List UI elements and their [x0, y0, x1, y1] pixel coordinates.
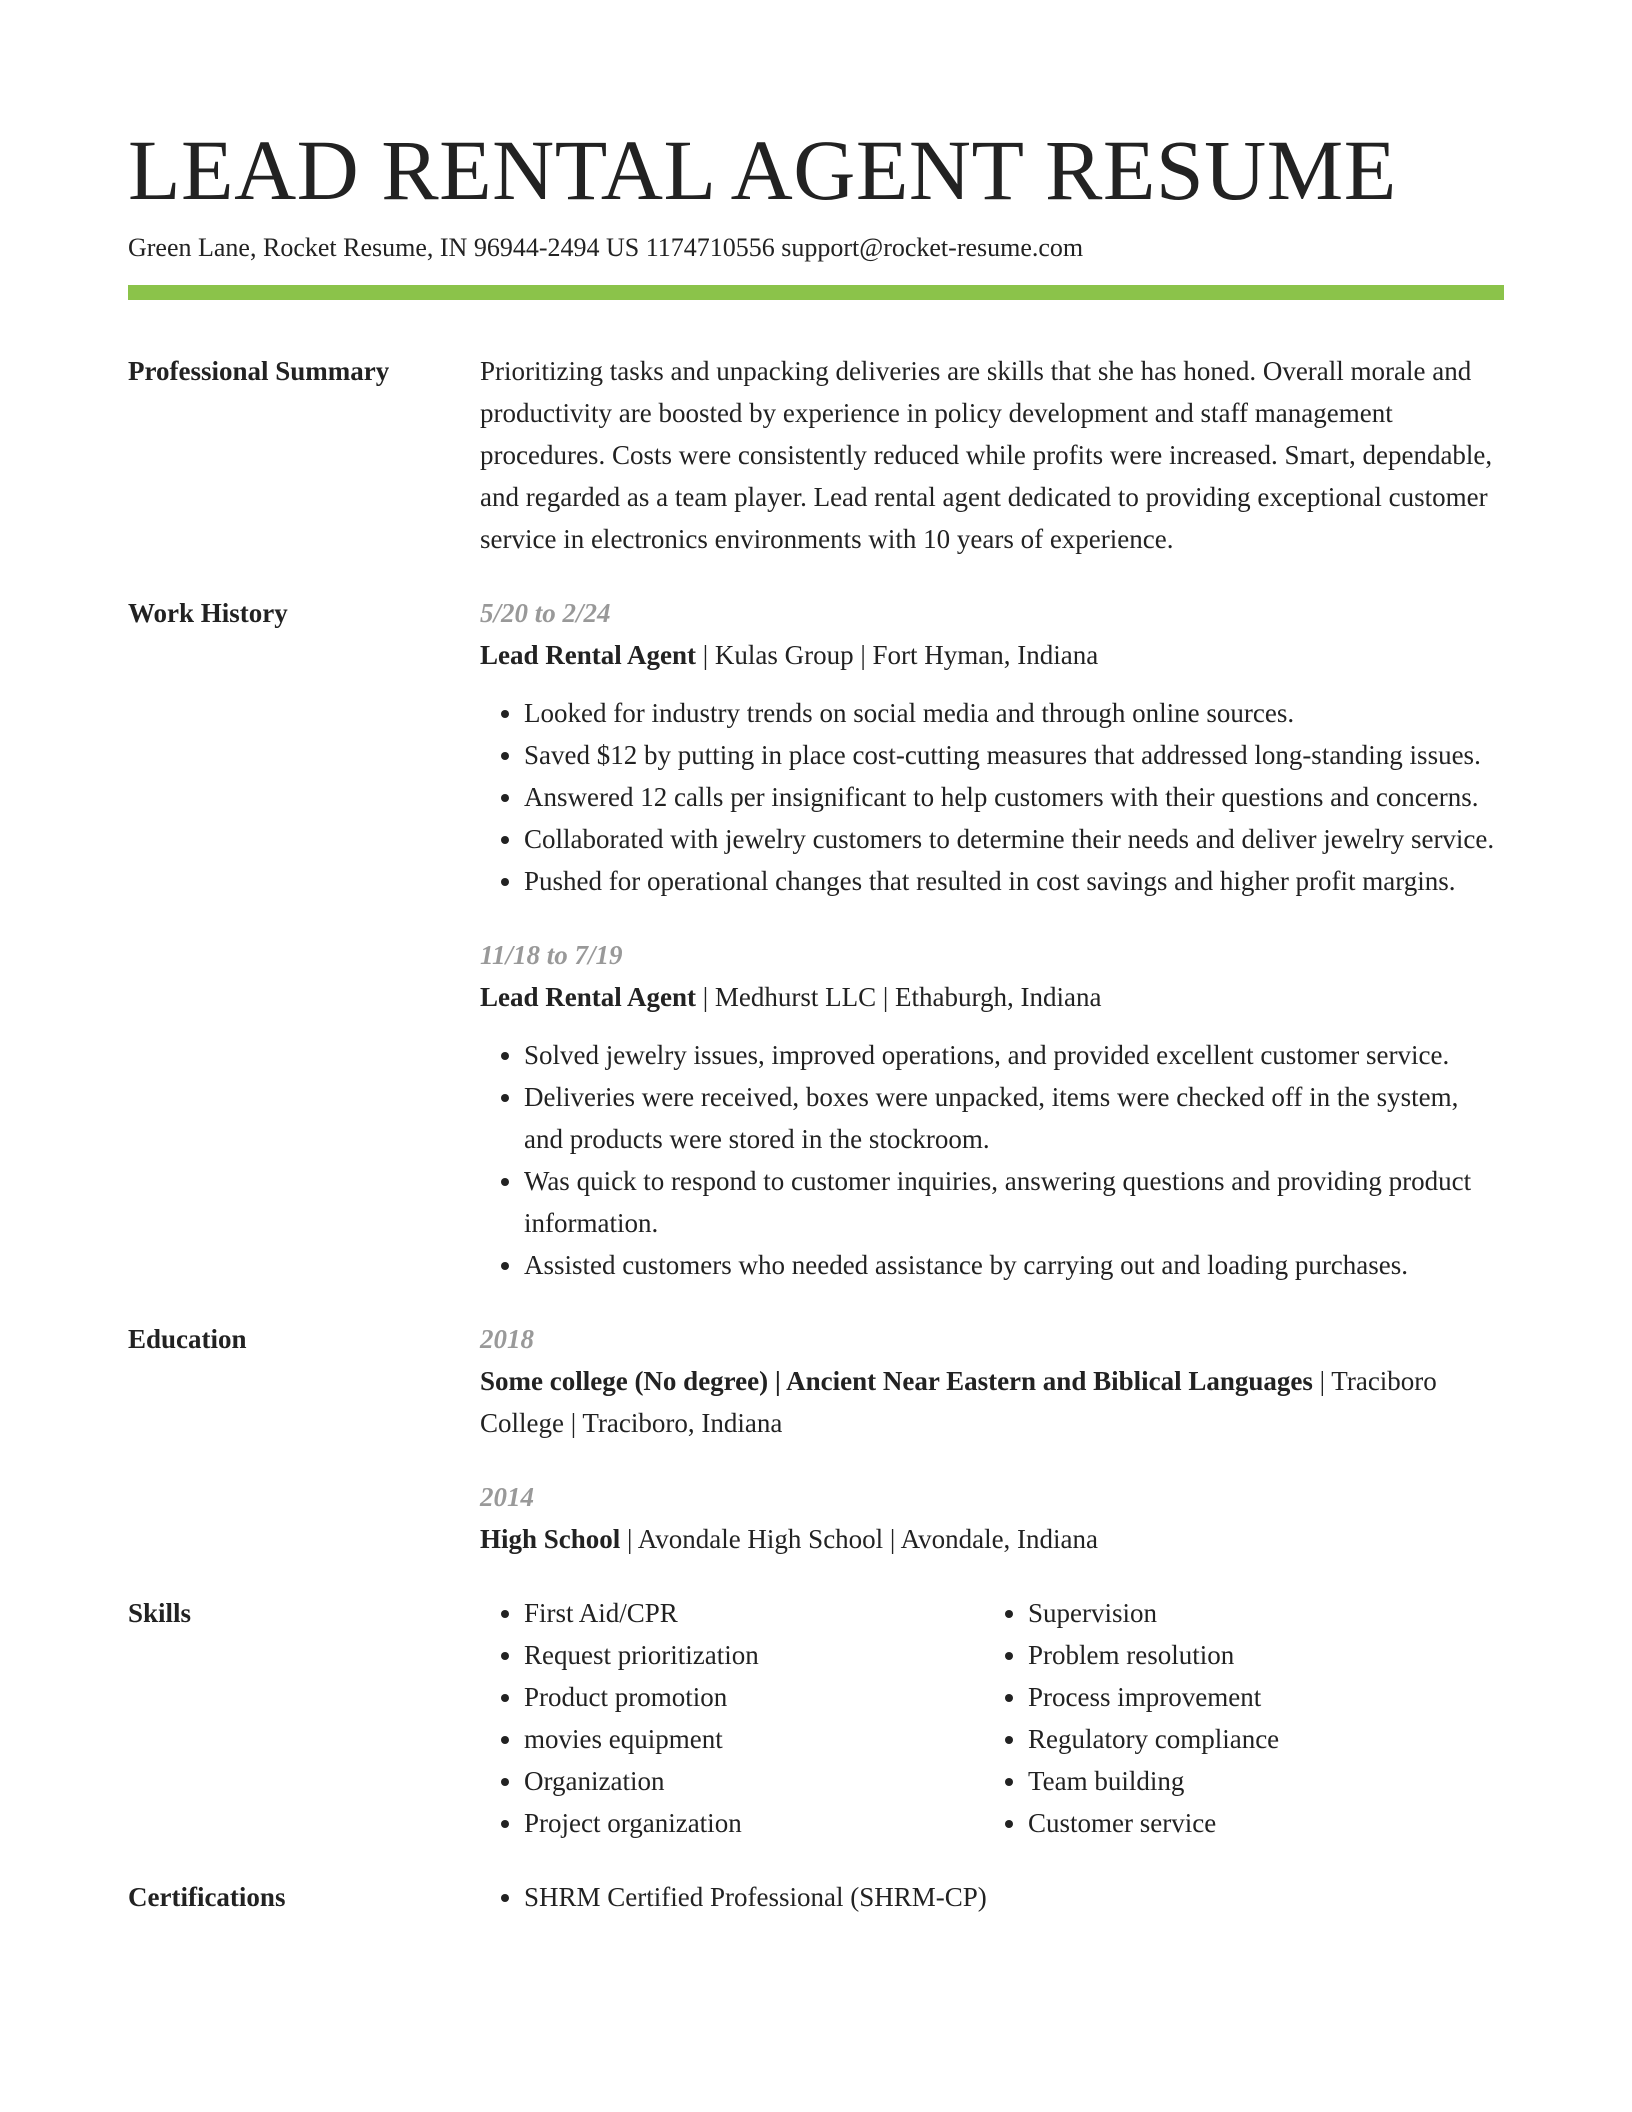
job-dates: 5/20 to 2/24 — [480, 598, 611, 628]
accent-divider — [128, 285, 1504, 300]
job-bullet: • Answered 12 calls per insignificant to help customers with their questions and concerns. — [524, 776, 1504, 818]
education-year: 2018 — [480, 1324, 534, 1354]
education-degree: High School — [480, 1524, 621, 1554]
summary-text: Prioritizing tasks and unpacking deliveries are skills that she has honed. Overall morale and productivity are boosted by experience in policy development and staff management procedures. Costs were consistently reduced while profits were increased. Smart, dependable, and regarded as a team player. Lead rental agent dedicated to providing exceptional customer service in electronics environments with 10 years of experience. — [480, 356, 1493, 554]
section-label-work-history: Work History — [128, 598, 288, 628]
skill-item: • Project organization — [524, 1802, 984, 1844]
education-entry — [480, 1318, 1504, 1444]
education-section — [128, 1318, 1504, 1560]
education-entry — [480, 1476, 1504, 1560]
skill-item: • movies equipment — [524, 1718, 984, 1760]
education-details: | Traciboro College | Traciboro, Indiana — [480, 1366, 1437, 1438]
skill-item: • Product promotion — [524, 1676, 984, 1718]
job-bullet-list — [480, 1034, 1504, 1286]
job-entry — [480, 592, 1504, 902]
education-heading — [480, 1518, 1504, 1560]
skills-section — [128, 1592, 1504, 1844]
work-history-section — [128, 592, 1504, 1286]
job-details: | Kulas Group | Fort Hyman, Indiana — [696, 640, 1099, 670]
section-label-education: Education — [128, 1324, 247, 1354]
job-title: Lead Rental Agent — [480, 982, 696, 1012]
work-history-body — [480, 592, 1504, 1286]
resume-page — [128, 0, 1504, 1918]
certifications-body — [480, 1876, 1504, 1918]
skills-column-1 — [480, 1592, 984, 1844]
education-degree: Some college (No degree) | Ancient Near Eastern and Biblical Languages — [480, 1366, 1313, 1396]
education-body — [480, 1318, 1504, 1560]
education-details: | Avondale High School | Avondale, Indiana — [620, 1524, 1099, 1554]
job-dates: 11/18 to 7/19 — [480, 940, 623, 970]
skills-column-2 — [984, 1592, 1488, 1844]
skill-item: • Organization — [524, 1760, 984, 1802]
job-details: | Medhurst LLC | Ethaburgh, Indiana — [696, 982, 1102, 1012]
skill-item: • Customer service — [1028, 1802, 1488, 1844]
job-heading — [480, 976, 1504, 1018]
certification-item: • SHRM Certified Professional (SHRM-CP) — [524, 1876, 1504, 1918]
education-heading — [480, 1360, 1504, 1444]
resume-title: LEAD RENTAL AGENT RESUME — [128, 122, 1397, 218]
job-bullet: • Was quick to respond to customer inquiries, answering questions and providing product information. — [524, 1160, 1504, 1244]
job-entry — [480, 934, 1504, 1286]
skill-item: • Problem resolution — [1028, 1634, 1488, 1676]
skills-body — [480, 1592, 1504, 1844]
job-bullet-list — [480, 692, 1504, 902]
certifications-list — [480, 1876, 1504, 1918]
section-label-summary: Professional Summary — [128, 356, 390, 386]
job-title: Lead Rental Agent — [480, 640, 696, 670]
contact-info: Green Lane, Rocket Resume, IN 96944-2494 US 1174710556 support@rocket-resume.com — [128, 233, 1084, 262]
skill-item: • Supervision — [1028, 1592, 1488, 1634]
section-label-certifications: Certifications — [128, 1882, 286, 1912]
job-heading — [480, 634, 1504, 676]
job-bullet: • Pushed for operational changes that resulted in cost savings and higher profit margins. — [524, 860, 1504, 902]
summary-section — [128, 350, 1504, 560]
skill-item: • Request prioritization — [524, 1634, 984, 1676]
education-year: 2014 — [480, 1482, 534, 1512]
section-label-skills: Skills — [128, 1598, 192, 1628]
job-bullet: • Looked for industry trends on social media and through online sources. — [524, 692, 1504, 734]
job-bullet: • Saved $12 by putting in place cost-cutting measures that addressed long-standing issues. — [524, 734, 1504, 776]
skill-item: • First Aid/CPR — [524, 1592, 984, 1634]
skill-item: • Team building — [1028, 1760, 1488, 1802]
job-bullet: • Deliveries were received, boxes were unpacked, items were checked off in the system, and products were stored in the stockroom. — [524, 1076, 1504, 1160]
certifications-section — [128, 1876, 1504, 1918]
skill-item: • Process improvement — [1028, 1676, 1488, 1718]
job-bullet: • Collaborated with jewelry customers to determine their needs and deliver jewelry service. — [524, 818, 1504, 860]
job-bullet: • Solved jewelry issues, improved operations, and provided excellent customer service. — [524, 1034, 1504, 1076]
job-bullet: • Assisted customers who needed assistance by carrying out and loading purchases. — [524, 1244, 1504, 1286]
skill-item: • Regulatory compliance — [1028, 1718, 1488, 1760]
